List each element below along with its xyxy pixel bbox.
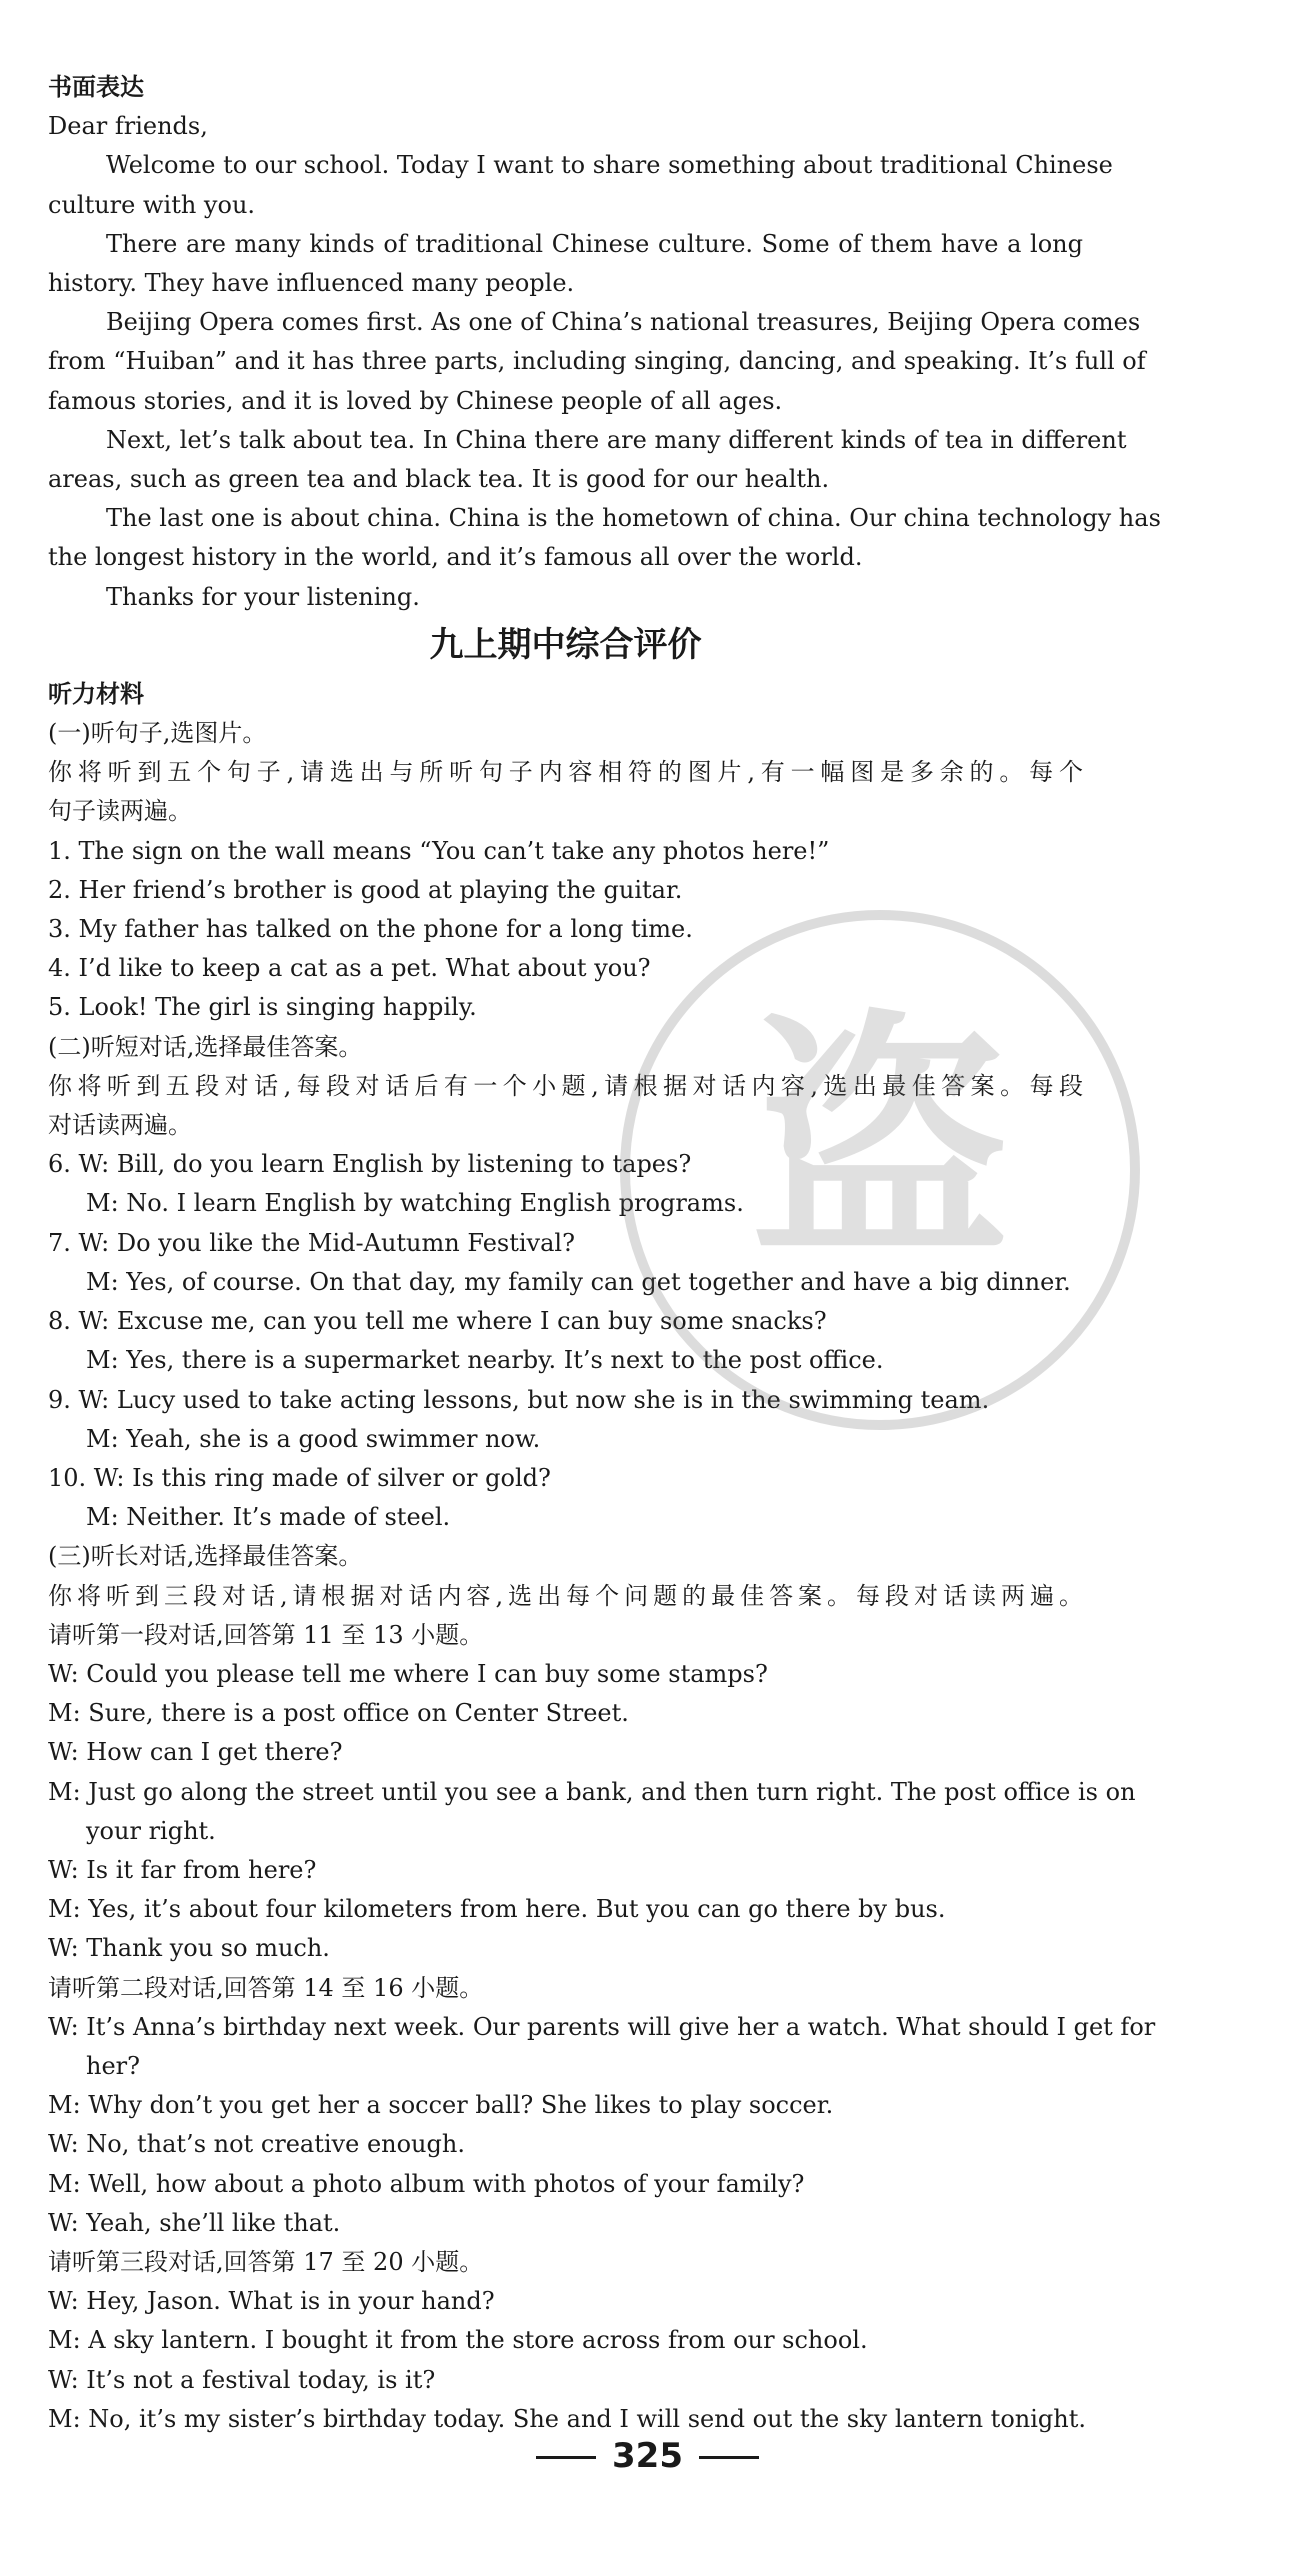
text-line: W: Could you please tell me where I can buy some stamps? (48, 1659, 768, 1688)
text-line: M: Yeah, she is a good swimmer now. (86, 1424, 541, 1453)
text-line: 7. W: Do you like the Mid-Autumn Festival? (48, 1228, 575, 1257)
text-line: her? (86, 2051, 140, 2080)
document-body (48, 68, 1161, 2439)
text-line: from “Huiban” and it has three parts, including singing, dancing, and speaking. It’s full of (48, 347, 1146, 376)
text-line: 5. Look! The girl is singing happily. (48, 993, 477, 1022)
text-line: M: Yes, it’s about four kilometers from here. But you can go there by bus. (48, 1895, 946, 1924)
text-line: 10. W: Is this ring made of silver or gold? (48, 1463, 551, 1492)
text-line: M: Just go along the street until you see a bank, and then turn right. The post office is on (48, 1777, 1136, 1806)
text-line: Dear friends, (48, 112, 208, 141)
text-line: Thanks for your listening. (106, 582, 420, 611)
text-line: 6. W: Bill, do you learn English by listening to tapes? (48, 1150, 692, 1179)
text-line: 9. W: Lucy used to take acting lessons, but now she is in the swimming team. (48, 1385, 990, 1414)
text-line: 1. The sign on the wall means “You can’t take any photos here!” (48, 836, 830, 865)
text-line: (一)听句子,选图片。 (48, 719, 267, 748)
text-line: W: Yeah, she’ll like that. (48, 2208, 341, 2237)
text-line: M: Yes, there is a supermarket nearby. It’s next to the post office. (86, 1346, 884, 1375)
text-line: M: No. I learn English by watching English programs. (86, 1189, 744, 1218)
text-line: There are many kinds of traditional Chinese culture. Some of them have a long (106, 229, 1083, 258)
text-line: your right. (86, 1816, 216, 1845)
text-line: W: No, that’s not creative enough. (48, 2130, 465, 2159)
text-line: famous stories, and it is loved by Chinese people of all ages. (48, 386, 783, 415)
text-line: Next, let’s talk about tea. In China there are many different kinds of tea in different (106, 425, 1127, 454)
text-line: M: A sky lantern. I bought it from the store across from our school. (48, 2326, 868, 2355)
text-line: M: Well, how about a photo album with photos of your family? (48, 2169, 805, 2198)
text-line: 听力材料 (48, 679, 144, 708)
text-line: 请听第一段对话,回答第 11 至 13 小题。 (48, 1620, 484, 1649)
text-line: M: Sure, there is a post office on Center Street. (48, 1699, 629, 1728)
text-line: M: Yes, of course. On that day, my family can get together and have a big dinner. (86, 1267, 1071, 1296)
text-line: 你将听到五段对话,每段对话后有一个小题,请根据对话内容,选出最佳答案。每段 (48, 1071, 1083, 1100)
text-line: W: How can I get there? (48, 1738, 343, 1767)
text-line: 4. I’d like to keep a cat as a pet. What about you? (48, 954, 651, 983)
text-line: M: Why don’t you get her a soccer ball? She likes to play soccer. (48, 2091, 834, 2120)
text-line: W: Is it far from here? (48, 1855, 317, 1884)
text-line: 请听第二段对话,回答第 14 至 16 小题。 (48, 1973, 484, 2002)
text-line: culture with you. (48, 190, 256, 219)
page-number (0, 2436, 1295, 2476)
footer-dash-left (536, 2456, 596, 2459)
text-line: M: No, it’s my sister’s birthday today. She and I will send out the sky lantern tonight. (48, 2404, 1086, 2433)
svg-text:盗: 盗 (750, 990, 1010, 1292)
text-line: Beijing Opera comes first. As one of China’s national treasures, Beijing Opera comes (106, 308, 1141, 337)
text-line: W: It’s Anna’s birthday next week. Our parents will give her a watch. What should I get for (48, 2012, 1156, 2041)
text-line: 3. My father has talked on the phone for a long time. (48, 915, 693, 944)
text-line: areas, such as green tea and black tea. It is good for our health. (48, 465, 830, 494)
text-line: 书面表达 (48, 73, 144, 101)
text-line: 你将听到三段对话,请根据对话内容,选出每个问题的最佳答案。每段对话读两遍。 (48, 1581, 1083, 1610)
text-line: 请听第三段对话,回答第 17 至 20 小题。 (48, 2247, 484, 2276)
text-line: (三)听长对话,选择最佳答案。 (48, 1542, 363, 1571)
footer-dash-right (699, 2456, 759, 2459)
text-line: history. They have influenced many people. (48, 269, 575, 298)
text-line: 8. W: Excuse me, can you tell me where I can buy some snacks? (48, 1307, 827, 1336)
text-line: (二)听短对话,选择最佳答案。 (48, 1032, 363, 1061)
text-line: 对话读两遍。 (48, 1111, 192, 1140)
section-heading: 九上期中综合评价 (429, 624, 702, 665)
text-line: M: Neither. It’s made of steel. (86, 1503, 451, 1532)
text-line: 2. Her friend’s brother is good at playing the guitar. (48, 875, 683, 904)
text-line: Welcome to our school. Today I want to share something about traditional Chinese (106, 151, 1113, 180)
text-line: 你将听到五个句子,请选出与所听句子内容相符的图片,有一幅图是多余的。每个 (48, 758, 1083, 787)
page-number-text: 325 (612, 2436, 683, 2476)
text-line: W: Hey, Jason. What is in your hand? (48, 2287, 495, 2316)
text-line: the longest history in the world, and it’s famous all over the world. (48, 543, 863, 572)
text-line: W: It’s not a festival today, is it? (48, 2365, 436, 2394)
text-line: W: Thank you so much. (48, 1934, 330, 1963)
text-line: 句子读两遍。 (48, 797, 192, 826)
text-line: The last one is about china. China is the hometown of china. Our china technology has (106, 504, 1161, 533)
